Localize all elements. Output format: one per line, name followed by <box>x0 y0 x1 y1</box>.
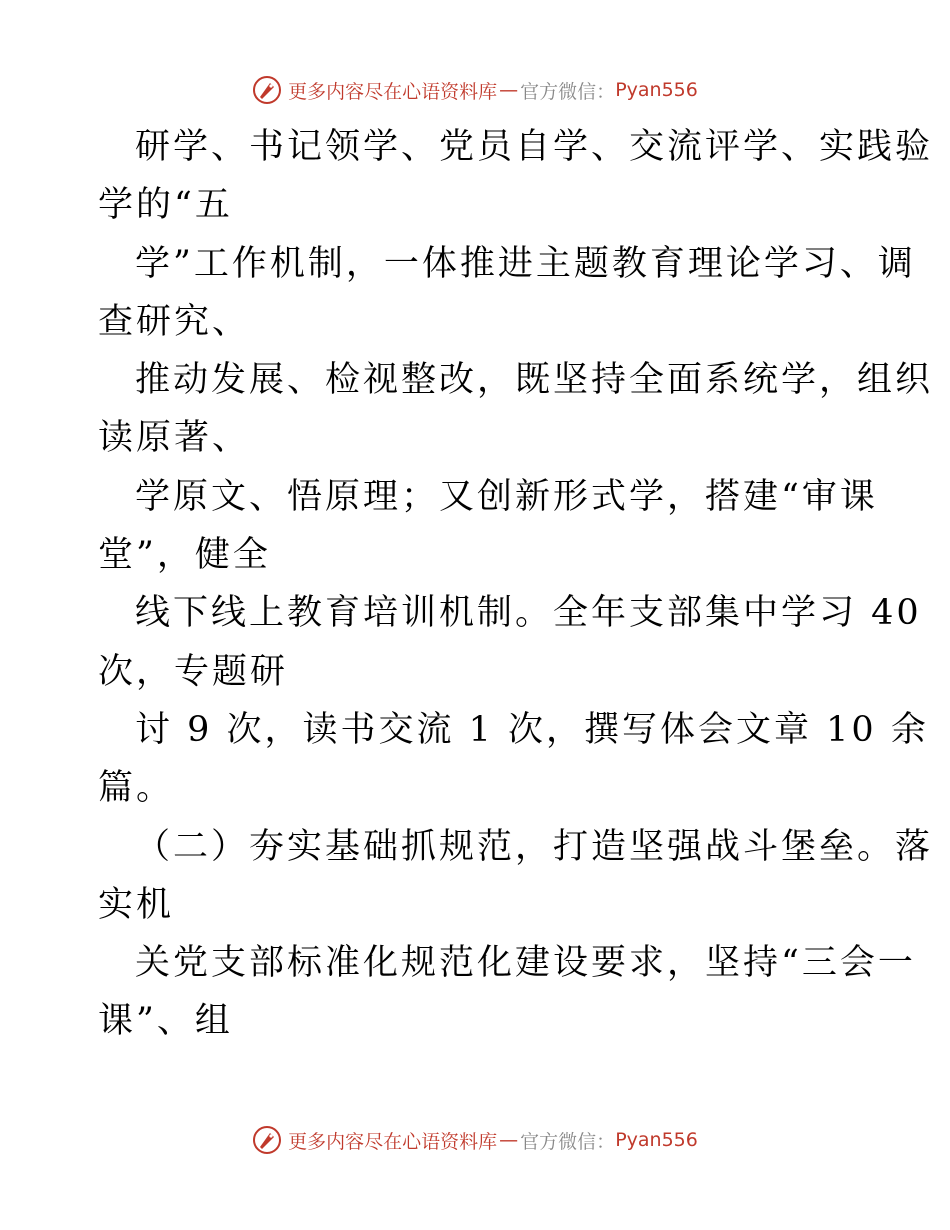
body-line: 推动发展、检视整改，既坚持全面系统学，组织 <box>135 360 934 401</box>
pen-nib-logo-icon <box>252 1125 282 1155</box>
body-line: 关党支部标准化规范化建设要求，坚持“三会一 <box>135 943 916 984</box>
body-line: 堂”，健全 <box>98 535 271 576</box>
watermark-id: Pyan556 <box>615 79 698 101</box>
body-line: 研学、书记领学、党员自学、交流评学、实践验 <box>135 127 934 167</box>
watermark-id: Pyan556 <box>615 1129 698 1151</box>
body-line: 次，专题研 <box>98 651 289 692</box>
body-line: 实机 <box>98 884 175 925</box>
watermark-dash: — <box>499 1129 519 1151</box>
watermark-prefix: 更多内容尽在心语资料库 <box>288 80 498 103</box>
watermark-prefix: 更多内容尽在心语资料库 <box>288 1130 498 1153</box>
body-line: 学原文、悟原理；又创新形式学，搭建“审课 <box>135 476 878 517</box>
body-line: 查研究、 <box>98 301 251 342</box>
watermark-label: 官方微信： <box>520 1130 616 1153</box>
watermark-dash: — <box>499 79 519 101</box>
body-line: 读原著、 <box>98 418 251 459</box>
body-line: 讨 9 次，读书交流 1 次，撰写体会文章 10 余 <box>135 709 929 750</box>
footer-watermark <box>0 1120 950 1160</box>
body-line: （二）夯实基础抓规范，打造坚强战斗堡垒。落 <box>135 826 934 867</box>
watermark-label: 官方微信： <box>520 80 616 103</box>
body-line: 篇。 <box>98 768 175 809</box>
body-line: 学”工作机制，一体推进主题教育理论学习、调 <box>135 243 916 284</box>
pen-nib-logo-icon <box>252 75 282 105</box>
body-line: 学的“五 <box>98 185 233 226</box>
header-watermark <box>0 70 950 110</box>
body-line: 线下线上教育培训机制。全年支部集中学习 40 <box>135 593 922 634</box>
body-line: 课”、组 <box>98 1001 233 1042</box>
document-body <box>98 118 934 1051</box>
